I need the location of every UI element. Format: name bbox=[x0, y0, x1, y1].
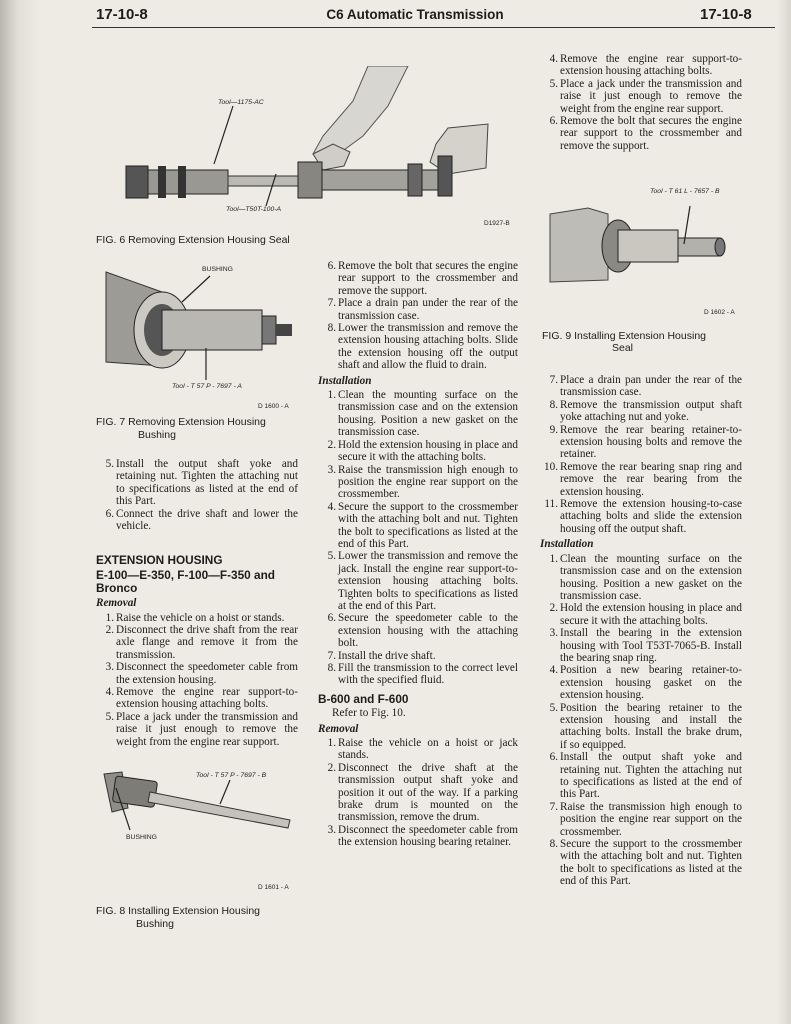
list-item: 4. Remove the engine rear support-to-extension housing attaching bolts. bbox=[105, 686, 298, 711]
list-item: 6. Connect the drive shaft and lower the vehicle. bbox=[105, 507, 298, 533]
page-edge-shadow bbox=[777, 0, 791, 1024]
subhead-removal-2: Removal bbox=[318, 722, 359, 735]
fig8-illustration bbox=[100, 768, 300, 858]
list-item: 3. Disconnect the speedometer cable from the extension housing bearing retainer. bbox=[327, 823, 518, 849]
list-item: 1. Raise the vehicle on a hoist or stands. bbox=[105, 611, 285, 624]
list-item: 7. Place a drain pan under the rear of the transmission case. bbox=[549, 374, 742, 399]
list-item: 8. Remove the transmission output shaft yoke attaching nut and yoke. bbox=[549, 398, 742, 424]
fig9-caption-line2: Seal bbox=[612, 342, 634, 354]
fig8-tool-label: Tool - T 57 P - 7697 - B bbox=[196, 772, 267, 779]
subhead-installation: Installation bbox=[318, 374, 372, 387]
list-item: 7. Install the drive shaft. bbox=[327, 649, 436, 662]
list-item: 5. Install the output shaft yoke and retaining nut. Tighten the attaching nut to specifications as listed at the end of this Part. bbox=[105, 458, 298, 508]
list-item: 8. Lower the transmission and remove the extension housing attaching bolts. Slide the extension housing off the output shaft and allow the fluid to drain. bbox=[327, 322, 518, 372]
refer-text: Refer to Fig. 10. bbox=[332, 707, 406, 720]
list-item: 5. Place a jack under the transmission and raise it just enough to remove the weight from the engine rear support. bbox=[105, 710, 298, 748]
list-item: 6. Secure the speedometer cable to the extension housing with the attaching bolt. bbox=[327, 612, 518, 650]
list-item: 2. Hold the extension housing in place and secure it with the attaching bolts. bbox=[327, 438, 518, 464]
list-item: 7. Place a drain pan under the rear of the transmission case. bbox=[327, 297, 518, 322]
page-number-right: 17-10-8 bbox=[700, 6, 752, 23]
list-item: 2. Hold the extension housing in place and secure it with the attaching bolts. bbox=[549, 602, 742, 627]
list-item: 11. Remove the extension housing-to-case attaching bolts and slide the extension housing off the output shaft. bbox=[544, 498, 742, 535]
column-1-steps-a bbox=[96, 458, 298, 532]
list-item: 3. Install the bearing in the extension housing with Tool T53T-7065-B. Install the bearing snap ring. bbox=[549, 627, 742, 664]
column-1-section bbox=[96, 554, 298, 748]
section-models: E-100—E-350, F-100—F-350 and Bronco bbox=[96, 568, 275, 595]
subhead-removal: Removal bbox=[96, 597, 137, 610]
fig7-illustration bbox=[102, 262, 302, 387]
column-2 bbox=[318, 260, 518, 849]
page-binding-shadow bbox=[0, 0, 40, 1024]
subhead-installation-2: Installation bbox=[540, 538, 594, 551]
fig9-code: D 1602 - A bbox=[704, 309, 735, 316]
page-number-left: 17-10-8 bbox=[96, 6, 148, 23]
list-item: 7. Raise the transmission high enough to position the engine rear support on the crossmember. bbox=[549, 800, 742, 838]
list-item: 8. Secure the support to the crossmember with the attaching bolt and nut. Tighten the bolt to specifications as listed at the end of this Part. bbox=[549, 838, 742, 888]
list-item: 6. Install the output shaft yoke and retaining nut. Tighten the attaching nut to specifications as listed at the end of this Part. bbox=[549, 751, 742, 801]
fig8-caption-line2: Bushing bbox=[136, 918, 174, 930]
column-3-steps-a bbox=[540, 53, 742, 152]
list-item: 10. Remove the rear bearing snap ring and remove the rear bearing from the extension housing. bbox=[544, 460, 742, 498]
fig6-illustration bbox=[118, 66, 498, 228]
fig6-code: D1927-B bbox=[484, 220, 510, 227]
fig9-caption-line1: FIG. 9 Installing Extension Housing bbox=[542, 330, 707, 342]
list-item: 3. Disconnect the speedometer cable from the extension housing. bbox=[105, 661, 298, 686]
fig8-bushing-label: BUSHING bbox=[126, 834, 157, 841]
fig9-illustration bbox=[548, 200, 738, 300]
list-item: 4. Remove the engine rear support-to-extension housing attaching bolts. bbox=[549, 53, 742, 78]
header-rule bbox=[92, 27, 775, 28]
list-item: 6. Remove the bolt that secures the engine rear support to the crossmember and remove the support. bbox=[549, 115, 742, 152]
list-item: 2. Disconnect the drive shaft from the rear axle flange and remove it from the transmission. bbox=[105, 624, 298, 661]
fig7-caption-line2: Bushing bbox=[138, 429, 176, 441]
fig6-tool-b-label: Tool—T50T-100-A bbox=[226, 206, 282, 213]
list-item: 4. Position a new bearing retainer-to-extension housing gasket on the extension housing. bbox=[549, 664, 742, 702]
list-item: 5. Place a jack under the transmission and raise it just enough to remove the weight from the engine rear support. bbox=[549, 77, 742, 115]
fig6-caption: FIG. 6 Removing Extension Housing Seal bbox=[96, 234, 290, 246]
list-item: 1. Raise the vehicle on a hoist or jack stands. bbox=[327, 737, 518, 762]
section-b600-f600: B-600 and F-600 bbox=[318, 691, 409, 706]
list-item: 1. Clean the mounting surface on the transmission case and on the extension housing. Position a new gasket on the transmission case. bbox=[327, 389, 518, 439]
fig7-tool-label: Tool - T 57 P - 7697 - A bbox=[172, 383, 242, 390]
list-item: 6. Remove the bolt that secures the engine rear support to the crossmember and remove the support. bbox=[327, 260, 518, 297]
fig9-tool-label: Tool - T 61 L - 7657 - B bbox=[650, 188, 720, 195]
list-item: 4. Secure the support to the crossmember with the attaching bolt and nut. Tighten the bolt to specifications as listed at the end of this Part. bbox=[327, 500, 518, 550]
list-item: 5. Position the bearing retainer to the extension housing and install the attaching bolts. Install the brake drum, if so equipped. bbox=[549, 701, 742, 751]
list-item: 1. Clean the mounting surface on the transmission case and on the extension housing. Position a new gasket on the transmission case. bbox=[549, 552, 742, 602]
fig8-caption-line1: FIG. 8 Installing Extension Housing bbox=[96, 905, 261, 917]
list-item: 2. Disconnect the drive shaft at the transmission output shaft yoke and position it out of the way. If a parking brake drum is mounted on the transmission, remove the drum. bbox=[327, 761, 518, 824]
list-item: 8. Fill the transmission to the correct level with the specified fluid. bbox=[327, 662, 518, 687]
section-title-extension-housing: EXTENSION HOUSING bbox=[96, 553, 223, 567]
fig7-bushing-label: BUSHING bbox=[202, 266, 233, 273]
fig6-tool-a-label: Tool—1175-AC bbox=[218, 99, 264, 106]
column-3-steps-b bbox=[540, 374, 742, 888]
fig8-code: D 1601 - A bbox=[258, 884, 289, 891]
list-item: 9. Remove the rear bearing retainer-to-extension housing bolts and remove the retainer. bbox=[549, 423, 742, 461]
running-title: C6 Automatic Transmission bbox=[326, 7, 504, 22]
fig7-caption-line1: FIG. 7 Removing Extension Housing bbox=[96, 416, 266, 428]
fig7-code: D 1600 - A bbox=[258, 403, 289, 410]
list-item: 5. Lower the transmission and remove the jack. Install the engine rear support-to-extension housing attaching bolts. Tighten bolts to specifications as listed at the end of this Part. bbox=[327, 550, 518, 612]
list-item: 3. Raise the transmission high enough to position the engine rear support on the crossmember. bbox=[327, 463, 518, 501]
